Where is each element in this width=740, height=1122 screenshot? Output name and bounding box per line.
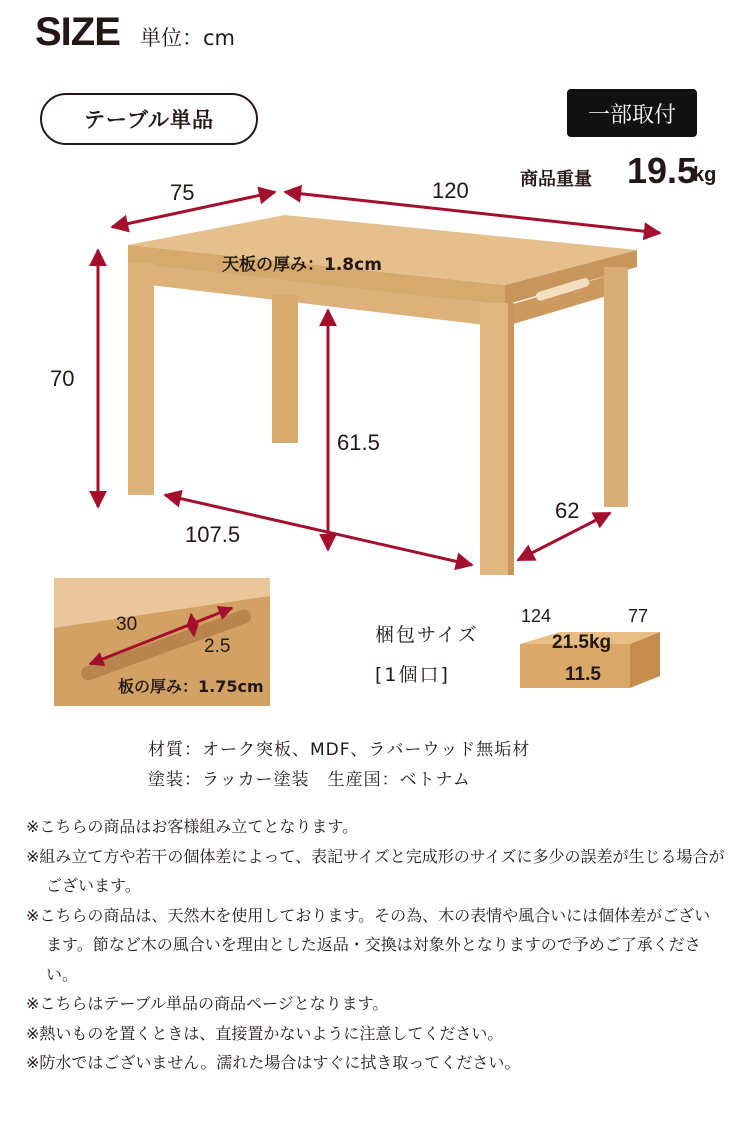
- under-height-label: 61.5: [337, 430, 380, 455]
- leg-span-width-label: 107.5: [185, 522, 241, 547]
- top-thickness-label: 天板の厚み：1.8cm: [222, 255, 382, 275]
- note-item: ※組み立て方や若干の個体差によって、表記サイズと完成形のサイズに多少の誤差が生じる場合がございます。: [26, 846, 725, 895]
- depth-label: 75: [170, 180, 195, 205]
- note-item: ※こちらの商品はお客様組み立てとなります。: [26, 817, 359, 836]
- product-type-badge: テーブル単品: [40, 93, 258, 145]
- table-diagram: [0, 175, 740, 595]
- package-count: [1個口]: [375, 664, 450, 686]
- note-item: ※こちらの商品は、天然木を使用しております。その為、木の表情や風合いには個体差がございます。節など木の風合いを理由とした返品・交換は対象外となりますので予めご了承ください。: [26, 905, 711, 984]
- leg-span-depth-label: 62: [555, 498, 580, 523]
- package-height-label: 11.5: [565, 664, 601, 685]
- weight-value: 19.5: [627, 150, 698, 191]
- package-weight-label: 21.5kg: [552, 632, 612, 653]
- handle-height-label: 2.5: [204, 636, 231, 657]
- unit-label: 単位：cm: [140, 26, 236, 50]
- notes-list: [26, 812, 726, 1078]
- finish-origin-text: 塗装：ラッカー塗装 生産国：ベトナム: [148, 770, 471, 790]
- note-item: ※熱いものを置くときは、直接置かないように注意してください。: [26, 1023, 504, 1043]
- package-depth-label: 77: [628, 606, 649, 626]
- note-item: ※こちらはテーブル単品の商品ページとなります。: [26, 994, 389, 1013]
- page-title: SIZE: [35, 10, 120, 54]
- note-item: ※防水ではございません。濡れた場合はすぐに拭き取ってください。: [26, 1053, 521, 1072]
- height-label: 70: [50, 366, 75, 391]
- package-width-label: 124: [521, 606, 552, 626]
- package-label: 梱包サイズ: [375, 624, 479, 646]
- material-text: 材質：オーク突板、MDF、ラバーウッド無垢材: [148, 740, 531, 760]
- assembly-badge: 一部取付: [567, 89, 697, 137]
- weight-unit: kg: [693, 164, 717, 186]
- board-thickness-label: 板の厚み：1.75cm: [118, 677, 264, 696]
- width-label: 120: [432, 178, 469, 203]
- weight-label: 商品重量: [520, 169, 592, 190]
- handle-length-label: 30: [116, 614, 138, 635]
